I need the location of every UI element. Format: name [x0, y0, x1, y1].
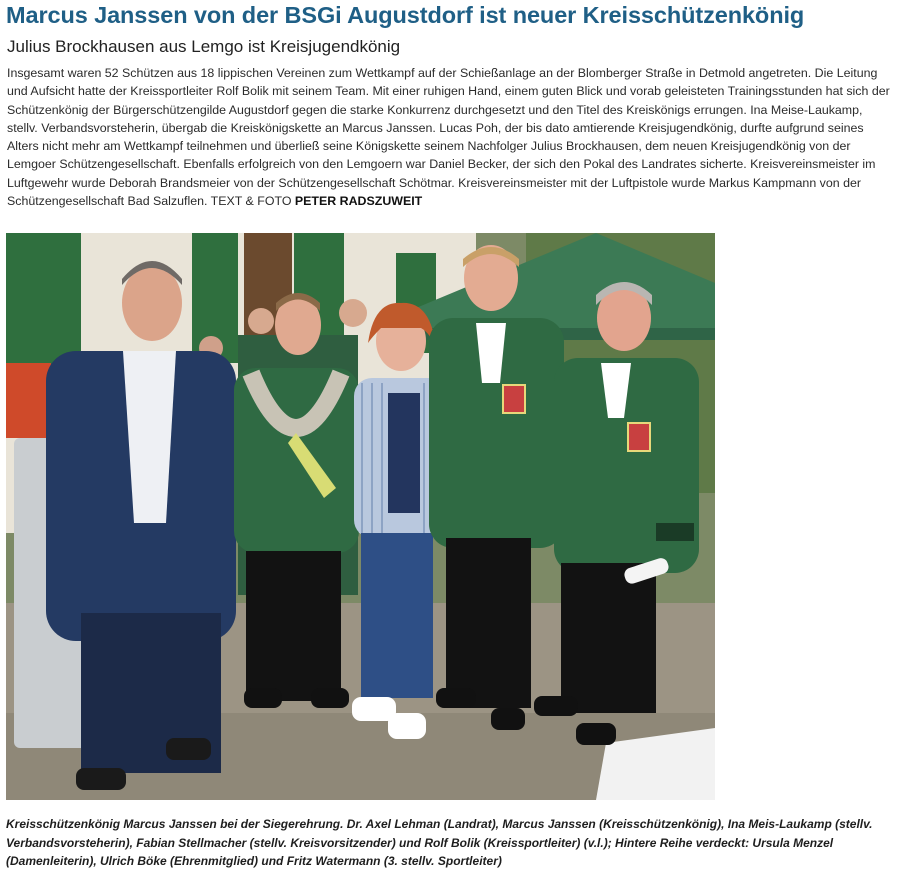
group-photo-illustration — [6, 233, 715, 800]
article-body — [7, 64, 891, 210]
photo-credit-prefix: TEXT & FOTO — [210, 194, 292, 209]
article-body-text: Insgesamt waren 52 Schützen aus 18 lippischen Vereinen zum Wettkampf auf der Schießanlage an der Blomberger Straße in Detmold angetreten. Die Leitung und Aufsicht hatte der Kreissportleiter Rolf Bolik mit seinem Team. Mit einer ruhigen Hand, einem guten Blick und vorab geleisteten Trainingsstunden hat sich der Schützenkönig der Bürgerschützengilde Augustdorf gegen die starke Konkurrenz durchgesetzt und den Titel des Kreiskönigs errungen. Ina Meise-Laukamp, stellv. Verbandsvorsteherin, übergab die Kreiskönigskette an Marcus Janssen. Lucas Poh, der bis dato amtierende Kreisjugendkönig, durfte aufgrund seines Alters nicht mehr am Wettkampf teilnehmen und überließ seine Königskette seinem Nachfolger Julius Brockhausen, dem neuen Kreisjugendkönig von der Lemgoer Schützengesellschaft. Ebenfalls erfolgreich von den Lemgoern war Daniel Becker, der sich den Pokal des Landrates sicherte. Kreisvereinsmeister im Luftgewehr wurde Deborah Brandsmeier von der Schützengesellschaft Schötmar. Kreisvereinsmeister mit der Luftpistole wurde Markus Kampmann von der Schützengesellschaft Bad Salzuflen. — [7, 66, 890, 209]
article-subheadline: Julius Brockhausen aus Lemgo ist Kreisjugendkönig — [7, 37, 401, 56]
photo-credit-name: PETER RADSZUWEIT — [294, 194, 423, 209]
article-headline: Marcus Janssen von der BSGi Augustdorf ist neuer Kreisschützenkönig — [6, 2, 805, 28]
photo-caption: Kreisschützenkönig Marcus Janssen bei der Siegerehrung. Dr. Axel Lehman (Landrat), Marcus Janssen (Kreisschützenkönig), Ina Meis-Laukamp (stellv. Verbandsvorsteherin), Fabian Stellmacher (stellv. Kreisvorsitzender) und Rolf Bolik (Kreissportleiter) (v.l.); Hintere Reihe verdeckt: Ursula Menzel (Damenleiterin), Ulrich Böke (Ehrenmitglied) und Fritz Watermann (3. stellv. Sportleiter) — [6, 817, 873, 868]
article-photo — [6, 233, 715, 800]
